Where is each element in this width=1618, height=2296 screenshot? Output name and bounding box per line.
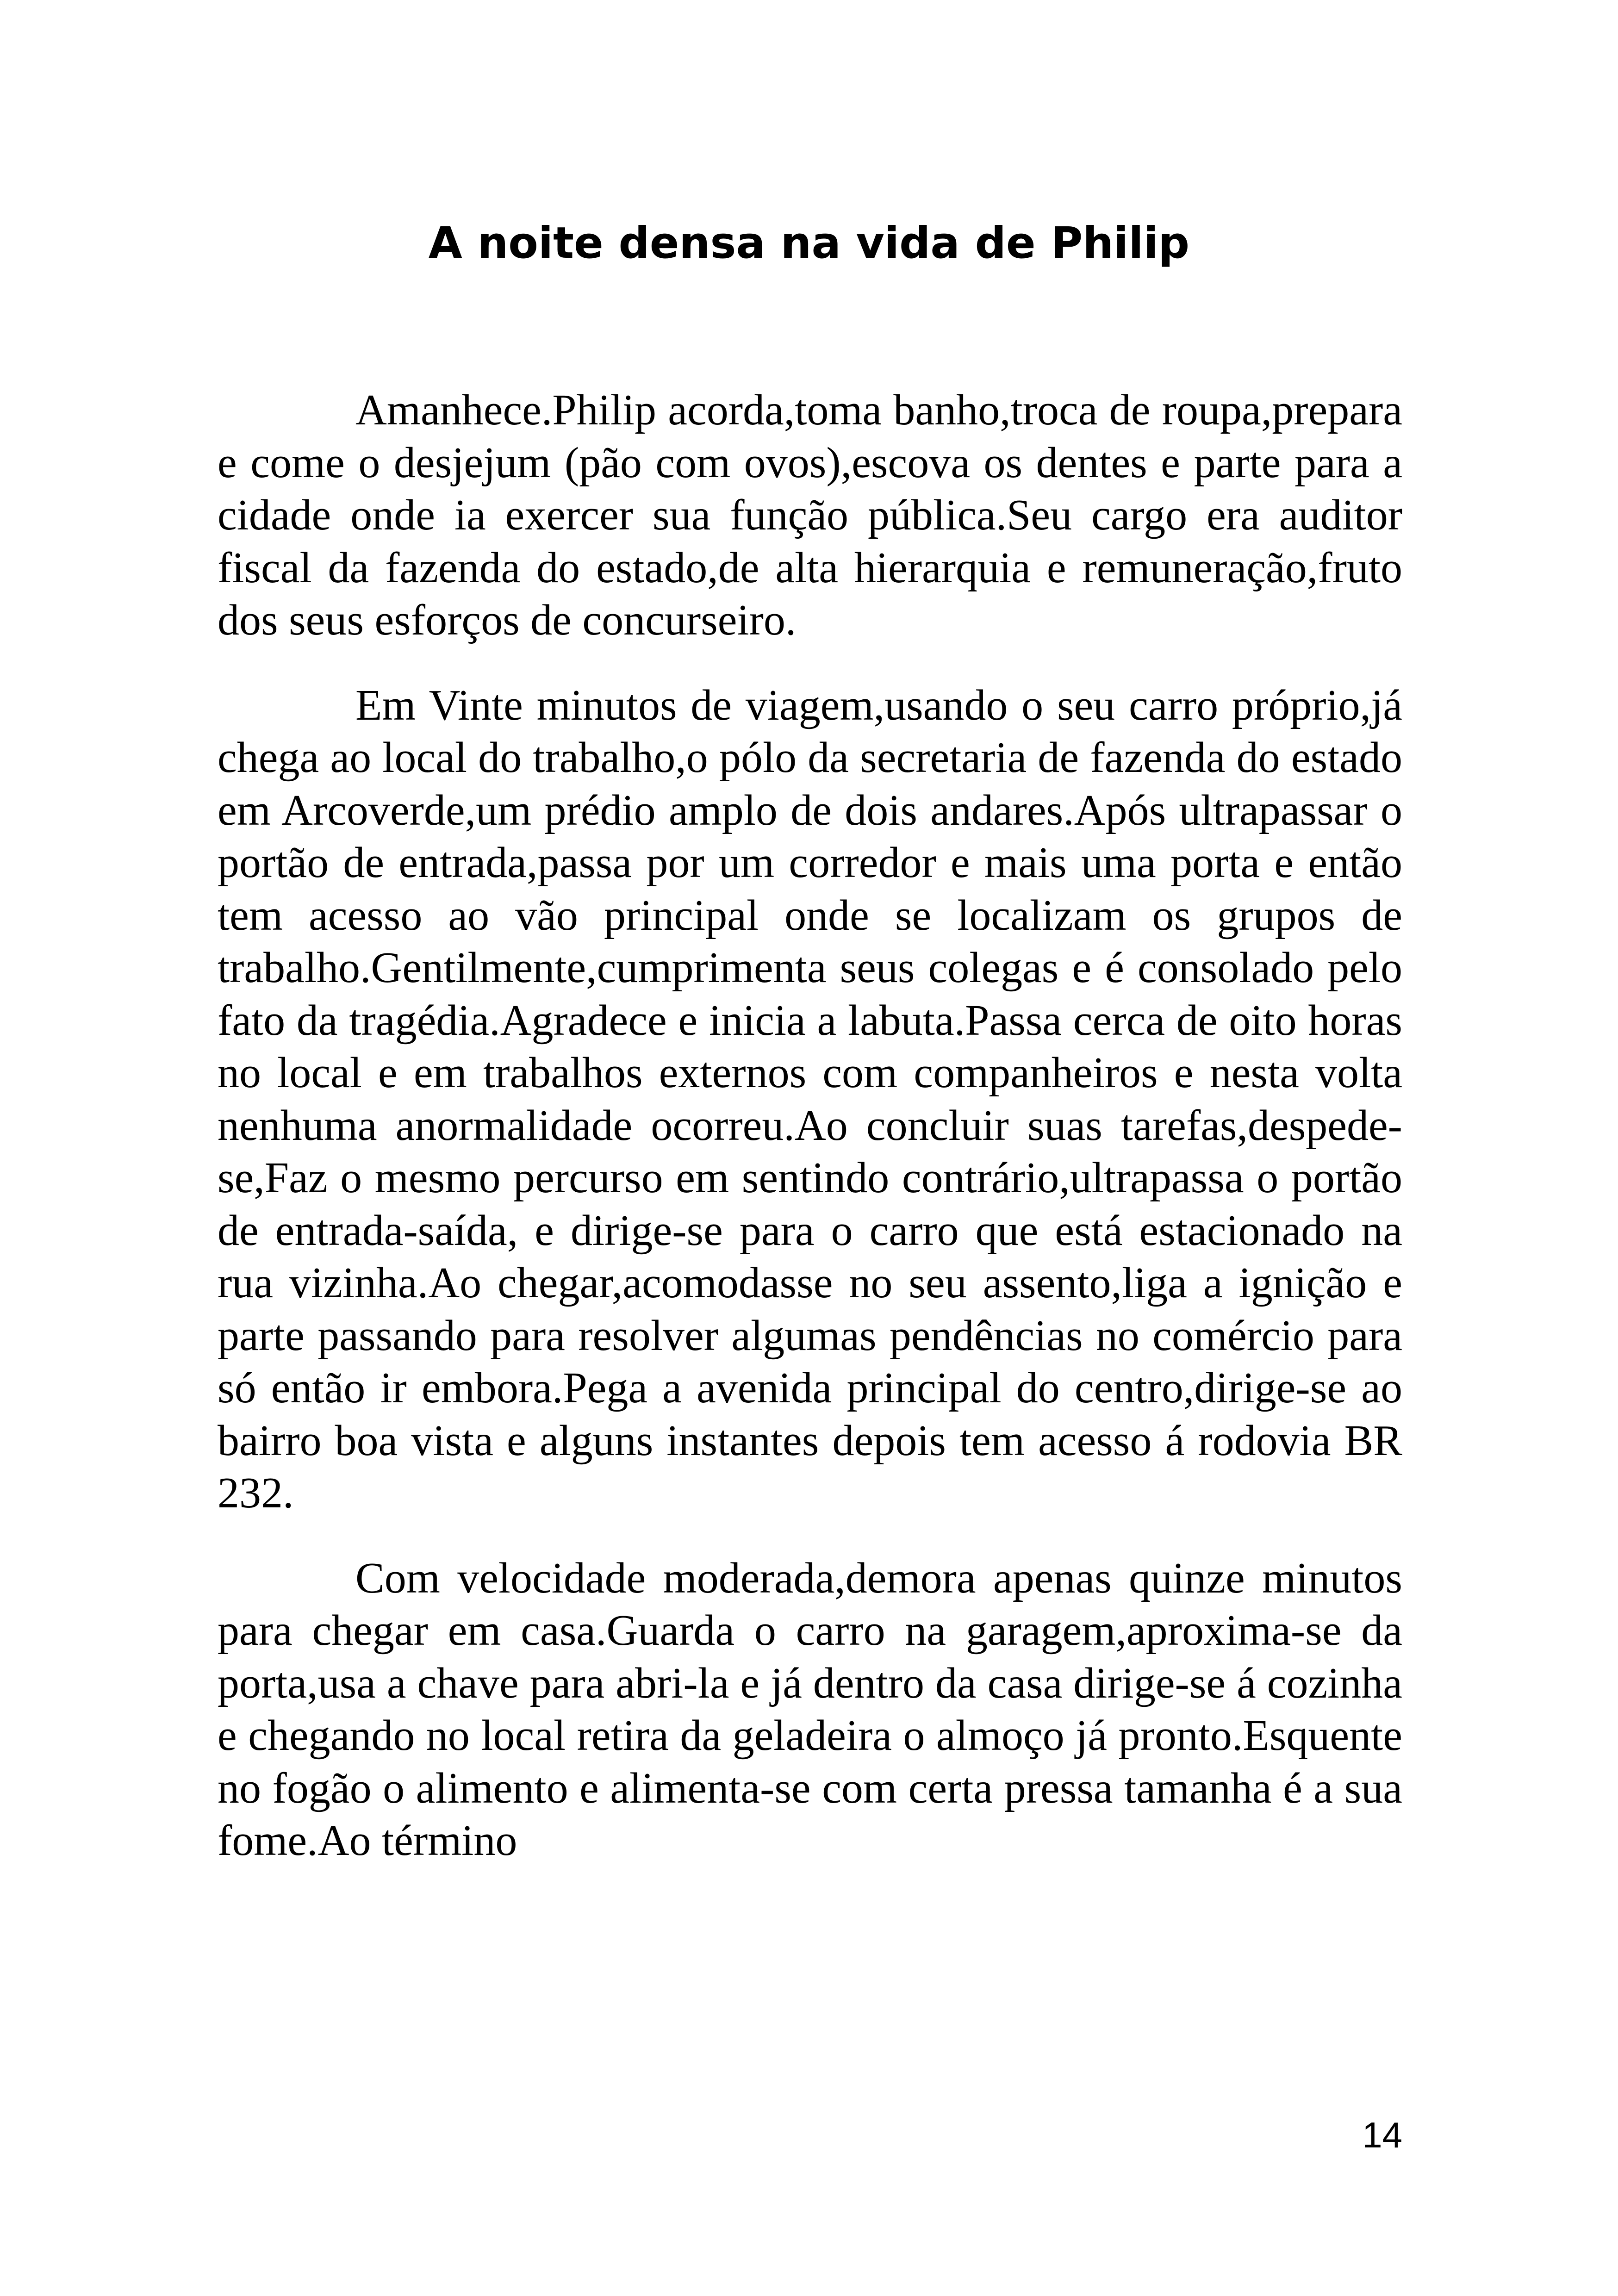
paragraph-3: Com velocidade moderada,demora apenas quinze minutos para chegar em casa.Guarda o carro na garagem,aproxima-se da porta,usa a chave para abri-la e já dentro da casa dirige-se á cozinha e chegando no local retira da geladeira o almoço já pronto.Esquente no fogão o alimento e alimenta-se com certa pressa tamanha é a sua fome.Ao término — [218, 1554, 1402, 1865]
paragraph-2: Em Vinte minutos de viagem,usando o seu carro próprio,já chega ao local do trabalho,o pólo da secretaria de fazenda do estado em Arcoverde,um prédio amplo de dois andares.Após ultrapassar o portão de entrada,passa por um corredor e mais uma porta e então tem acesso ao vão principal onde se localizam os grupos de trabalho.Gentilmente,cumprimenta seus colegas e é consolado pelo fato da tragédia.Agradece e inicia a labuta.Passa cerca de oito horas no local e em trabalhos externos com companheiros e nesta volta nenhuma anormalidade ocorreu.Ao concluir suas tarefas,despede-se,Faz o mesmo percurso em sentindo contrário,ultrapassa o portão de entrada-saída, e dirige-se para o carro que está estacionado na rua vizinha.Ao chegar,acomodasse no seu assento,liga a ignição e parte passando para resolver algumas pendências no comércio para só então ir embora.Pega a avenida principal do centro,dirige-se ao bairro boa vista e alguns instantes depois tem acesso á rodovia BR 232. — [218, 681, 1402, 1517]
chapter-title: A noite densa na vida de Philip — [428, 218, 1190, 268]
page-number: 14 — [1362, 2115, 1402, 2155]
paragraph-1: Amanhece.Philip acorda,toma banho,troca de roupa,prepara e come o desjejum (pão com ovos),escova os dentes e parte para a cidade onde ia exercer sua função pública.Seu cargo era auditor fiscal da fazenda do estado,de alta hierarquia e remuneração,fruto dos seus esforços de concurseiro. — [218, 386, 1402, 644]
chapter-body — [218, 384, 1402, 1900]
